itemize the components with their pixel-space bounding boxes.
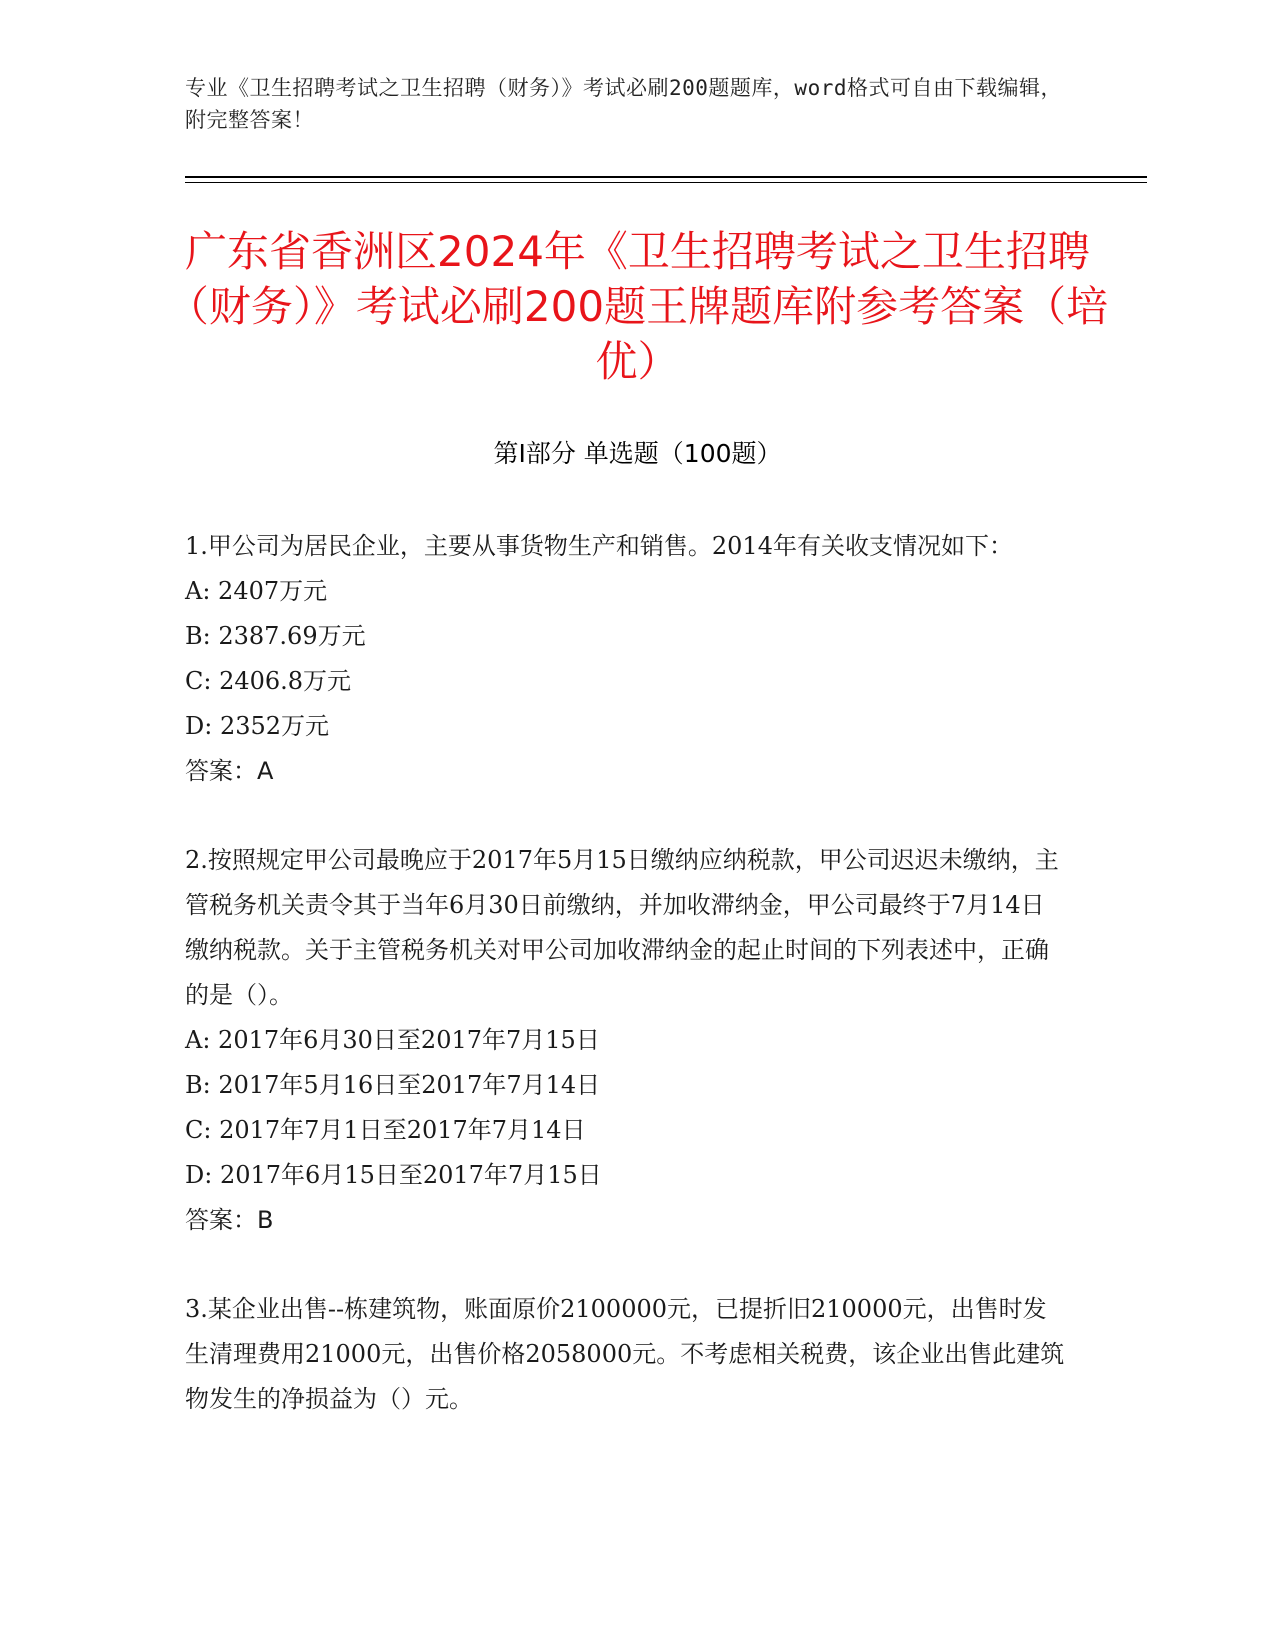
header-note: 专业《卫生招聘考试之卫生招聘（财务）》考试必刷200题题库，word格式可自由下载编辑，附完整答案！ [185, 76, 1062, 132]
question-2 [185, 838, 1065, 1243]
option-a: A: 2017年6月30日至2017年7月15日 [185, 1026, 600, 1054]
question-stem: 2.按照规定甲公司最晚应于2017年5月15日缴纳应纳税款，甲公司迟迟未缴纳，主管税务机关责令其于当年6月30日前缴纳，并加收滞纳金，甲公司最终于7月14日缴纳税款。关于主管税务机关对甲公司加收滞纳金的起止时间的下列表述中，正确的是（）。 [185, 846, 1059, 1009]
answer: 答案：B [185, 1206, 274, 1234]
header-divider-thin [185, 182, 1147, 183]
option-a: A: 2407万元 [185, 577, 328, 605]
section-title: 第Ⅰ部分 单选题（100题） [493, 439, 782, 468]
option-c: C: 2406.8万元 [185, 667, 352, 695]
question-3 [185, 1287, 1065, 1422]
answer: 答案：A [185, 757, 274, 785]
option-b: B: 2017年5月16日至2017年7月14日 [185, 1071, 601, 1099]
question-1 [185, 524, 1065, 794]
option-b: B: 2387.69万元 [185, 622, 366, 650]
document-title: 广东省香洲区2024年《卫生招聘考试之卫生招聘（财务）》考试必刷200题王牌题库附参考答案（培优） [166, 227, 1109, 386]
header-divider-thick [185, 176, 1147, 178]
question-list [185, 524, 1065, 1466]
option-d: D: 2352万元 [185, 712, 330, 740]
question-stem: 3.某企业出售--栋建筑物，账面原价2100000元，已提折旧210000元，出售时发生清理费用21000元，出售价格2058000元。不考虑相关税费，该企业出售此建筑物发生的净损益为（）元。 [185, 1295, 1065, 1413]
question-stem: 1.甲公司为居民企业，主要从事货物生产和销售。2014年有关收支情况如下： [185, 532, 1013, 560]
option-c: C: 2017年7月1日至2017年7月14日 [185, 1116, 586, 1144]
option-d: D: 2017年6月15日至2017年7月15日 [185, 1161, 602, 1189]
